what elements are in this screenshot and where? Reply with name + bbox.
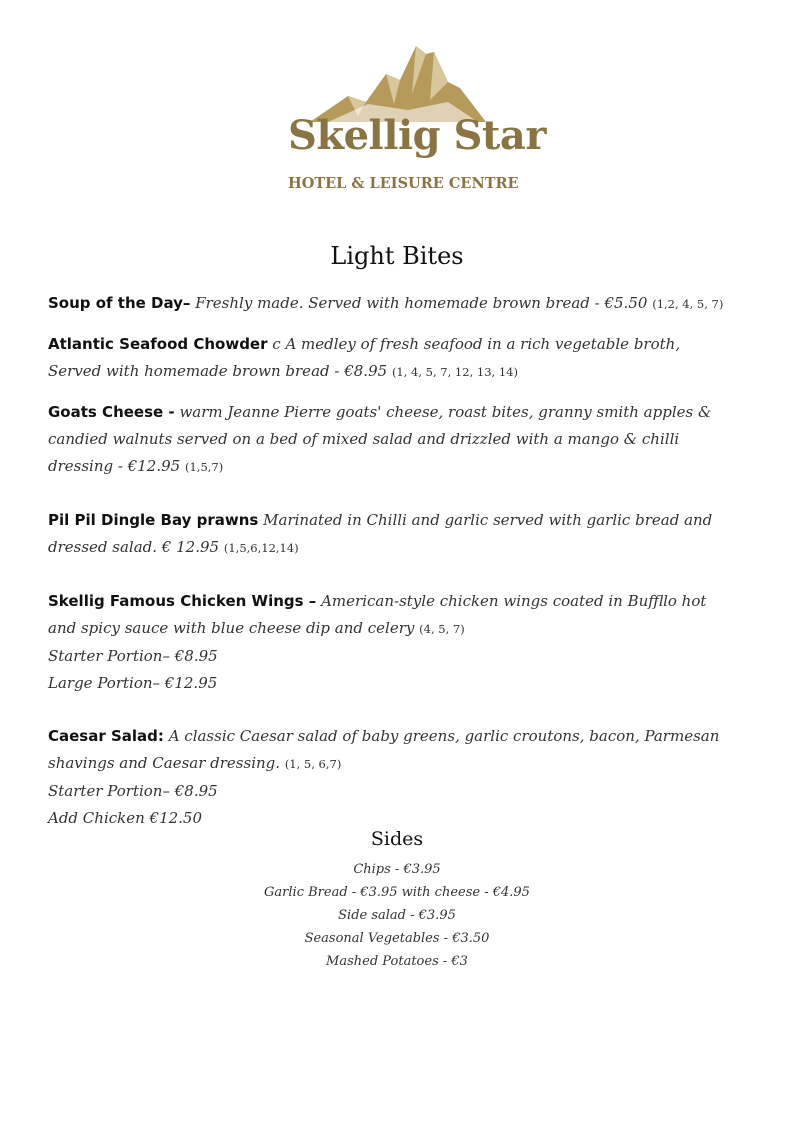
menu-item <box>48 507 738 562</box>
menu-item <box>48 723 738 778</box>
portion-price: Starter Portion– €8.95 <box>48 647 218 665</box>
item-allergens: (1, 4, 5, 7, 12, 13, 14) <box>391 365 518 379</box>
item-description: A classic Caesar salad of baby greens, garlic croutons, bacon, Parmesan shavings and Caesar dressing. <box>48 727 720 772</box>
portion-price: Add Chicken €12.50 <box>48 809 203 827</box>
item-allergens: (1,5,7) <box>184 460 224 474</box>
item-name: Caesar Salad: <box>48 727 164 745</box>
item-name: Soup of the Day– <box>48 294 191 312</box>
sides-title: Sides <box>370 828 424 850</box>
menu-item <box>48 331 738 386</box>
side-item: Chips - €3.95 <box>353 862 441 877</box>
item-description: warm Jeanne Pierre goats' cheese, roast bites, granny smith apples & candied walnuts served on a bed of mixed salad and drizzled with a mango & chilli dressing - €12.95 <box>48 403 712 475</box>
hotel-logo <box>288 44 546 194</box>
item-description: Marinated in Chilli and garlic served with garlic bread and dressed salad. € 12.95 <box>48 511 713 556</box>
menu-item <box>48 588 738 643</box>
item-allergens: (1,5,6,12,14) <box>223 541 299 555</box>
item-name: Goats Cheese - <box>48 403 175 421</box>
item-description: c A medley of fresh seafood in a rich vegetable broth, Served with homemade brown bread - €8.95 <box>48 335 681 380</box>
menu-item <box>48 290 738 318</box>
item-description: Freshly made. Served with homemade brown bread - €5.50 <box>195 294 648 312</box>
brand-name: Skellig Star <box>288 112 546 159</box>
item-allergens: (1, 5, 6,7) <box>284 757 342 771</box>
page-title: Light Bites <box>330 242 464 270</box>
portion-price: Starter Portion– €8.95 <box>48 782 218 800</box>
item-allergens: (1,2, 4, 5, 7) <box>652 297 724 311</box>
item-name: Pil Pil Dingle Bay prawns <box>48 511 259 529</box>
item-description: American-style chicken wings coated in Buffllo hot and spicy sauce with blue cheese dip and celery <box>48 592 707 637</box>
brand-subtitle: HOTEL & LEISURE CENTRE <box>288 175 519 192</box>
item-allergens: (4, 5, 7) <box>419 622 465 636</box>
side-item: Mashed Potatoes - €3 <box>326 954 468 969</box>
side-item: Garlic Bread - €3.95 with cheese - €4.95 <box>264 885 530 900</box>
item-name: Atlantic Seafood Chowder <box>48 335 268 353</box>
menu-list <box>48 290 738 832</box>
side-item: Side salad - €3.95 <box>338 908 456 923</box>
menu-item <box>48 399 738 481</box>
item-name: Skellig Famous Chicken Wings – <box>48 592 317 610</box>
sides-list <box>0 858 794 973</box>
portion-price: Large Portion– €12.95 <box>48 674 218 692</box>
side-item: Seasonal Vegetables - €3.50 <box>304 931 490 946</box>
